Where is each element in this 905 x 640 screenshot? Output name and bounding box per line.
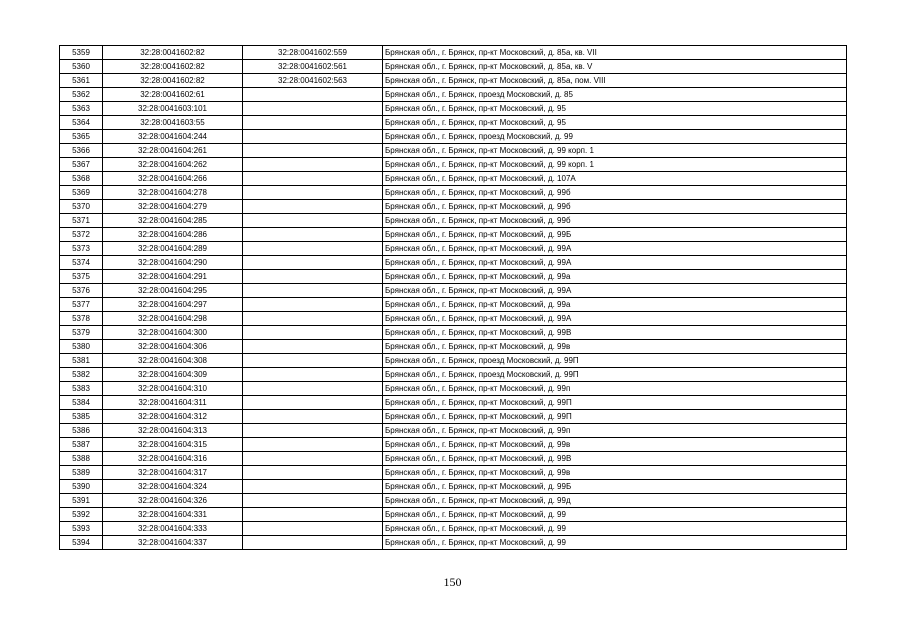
sub-cadastral-number-cell	[243, 494, 383, 508]
address-cell: Брянская обл., г. Брянск, пр-кт Московский, д. 99А	[383, 256, 847, 270]
table-row	[60, 144, 847, 158]
address-cell: Брянская обл., г. Брянск, пр-кт Московский, д. 99Б	[383, 480, 847, 494]
row-number-cell: 5369	[60, 186, 103, 200]
sub-cadastral-number-cell	[243, 144, 383, 158]
address-cell: Брянская обл., г. Брянск, пр-кт Московский, д. 99П	[383, 410, 847, 424]
sub-cadastral-number-cell	[243, 228, 383, 242]
cadastral-number-cell: 32:28:0041604:285	[103, 214, 243, 228]
row-number-cell: 5389	[60, 466, 103, 480]
sub-cadastral-number-cell	[243, 438, 383, 452]
cadastral-number-cell: 32:28:0041604:337	[103, 536, 243, 550]
sub-cadastral-number-cell	[243, 298, 383, 312]
address-cell: Брянская обл., г. Брянск, пр-кт Московский, д. 95	[383, 102, 847, 116]
cadastral-number-cell: 32:28:0041604:315	[103, 438, 243, 452]
cadastral-number-cell: 32:28:0041604:278	[103, 186, 243, 200]
sub-cadastral-number-cell	[243, 382, 383, 396]
row-number-cell: 5363	[60, 102, 103, 116]
address-cell: Брянская обл., г. Брянск, пр-кт Московский, д. 99В	[383, 452, 847, 466]
address-cell: Брянская обл., г. Брянск, проезд Московский, д. 85	[383, 88, 847, 102]
address-cell: Брянская обл., г. Брянск, пр-кт Московский, д. 99в	[383, 466, 847, 480]
table-row	[60, 452, 847, 466]
cadastral-number-cell: 32:28:0041604:279	[103, 200, 243, 214]
address-cell: Брянская обл., г. Брянск, пр-кт Московский, д. 99б	[383, 200, 847, 214]
row-number-cell: 5372	[60, 228, 103, 242]
table-row	[60, 340, 847, 354]
row-number-cell: 5370	[60, 200, 103, 214]
cadastral-number-cell: 32:28:0041604:313	[103, 424, 243, 438]
row-number-cell: 5383	[60, 382, 103, 396]
table-row	[60, 326, 847, 340]
cadastral-number-cell: 32:28:0041604:331	[103, 508, 243, 522]
cadastral-number-cell: 32:28:0041604:297	[103, 298, 243, 312]
table-row	[60, 508, 847, 522]
table-row	[60, 74, 847, 88]
row-number-cell: 5362	[60, 88, 103, 102]
cadastral-number-cell: 32:28:0041604:311	[103, 396, 243, 410]
row-number-cell: 5386	[60, 424, 103, 438]
cadastral-number-cell: 32:28:0041604:308	[103, 354, 243, 368]
registry-table-body	[60, 46, 847, 550]
cadastral-number-cell: 32:28:0041604:266	[103, 172, 243, 186]
sub-cadastral-number-cell	[243, 368, 383, 382]
cadastral-number-cell: 32:28:0041603:101	[103, 102, 243, 116]
cadastral-number-cell: 32:28:0041604:244	[103, 130, 243, 144]
address-cell: Брянская обл., г. Брянск, пр-кт Московский, д. 99А	[383, 312, 847, 326]
sub-cadastral-number-cell	[243, 172, 383, 186]
sub-cadastral-number-cell	[243, 396, 383, 410]
row-number-cell: 5364	[60, 116, 103, 130]
sub-cadastral-number-cell	[243, 410, 383, 424]
cadastral-number-cell: 32:28:0041604:261	[103, 144, 243, 158]
row-number-cell: 5367	[60, 158, 103, 172]
address-cell: Брянская обл., г. Брянск, пр-кт Московский, д. 99а	[383, 298, 847, 312]
address-cell: Брянская обл., г. Брянск, пр-кт Московский, д. 99Б	[383, 228, 847, 242]
row-number-cell: 5371	[60, 214, 103, 228]
row-number-cell: 5368	[60, 172, 103, 186]
row-number-cell: 5373	[60, 242, 103, 256]
cadastral-number-cell: 32:28:0041602:82	[103, 60, 243, 74]
row-number-cell: 5390	[60, 480, 103, 494]
sub-cadastral-number-cell	[243, 200, 383, 214]
row-number-cell: 5378	[60, 312, 103, 326]
table-row	[60, 214, 847, 228]
row-number-cell: 5365	[60, 130, 103, 144]
table-row	[60, 480, 847, 494]
sub-cadastral-number-cell	[243, 340, 383, 354]
address-cell: Брянская обл., г. Брянск, пр-кт Московский, д. 99д	[383, 494, 847, 508]
table-row	[60, 116, 847, 130]
row-number-cell: 5381	[60, 354, 103, 368]
sub-cadastral-number-cell	[243, 452, 383, 466]
address-cell: Брянская обл., г. Брянск, пр-кт Московский, д. 99в	[383, 340, 847, 354]
sub-cadastral-number-cell	[243, 242, 383, 256]
sub-cadastral-number-cell	[243, 270, 383, 284]
address-cell: Брянская обл., г. Брянск, проезд Московский, д. 99П	[383, 368, 847, 382]
cadastral-number-cell: 32:28:0041604:286	[103, 228, 243, 242]
row-number-cell: 5359	[60, 46, 103, 60]
table-row	[60, 536, 847, 550]
sub-cadastral-number-cell	[243, 326, 383, 340]
row-number-cell: 5388	[60, 452, 103, 466]
table-row	[60, 410, 847, 424]
cadastral-number-cell: 32:28:0041604:290	[103, 256, 243, 270]
table-row	[60, 396, 847, 410]
row-number-cell: 5384	[60, 396, 103, 410]
sub-cadastral-number-cell	[243, 116, 383, 130]
sub-cadastral-number-cell: 32:28:0041602:559	[243, 46, 383, 60]
table-row	[60, 158, 847, 172]
table-row	[60, 102, 847, 116]
cadastral-number-cell: 32:28:0041604:316	[103, 452, 243, 466]
sub-cadastral-number-cell	[243, 536, 383, 550]
cadastral-number-cell: 32:28:0041604:312	[103, 410, 243, 424]
table-row	[60, 494, 847, 508]
address-cell: Брянская обл., г. Брянск, пр-кт Московский, д. 107А	[383, 172, 847, 186]
cadastral-number-cell: 32:28:0041604:324	[103, 480, 243, 494]
cadastral-number-cell: 32:28:0041604:317	[103, 466, 243, 480]
cadastral-number-cell: 32:28:0041603:55	[103, 116, 243, 130]
row-number-cell: 5379	[60, 326, 103, 340]
cadastral-number-cell: 32:28:0041602:82	[103, 74, 243, 88]
registry-table	[59, 45, 847, 550]
sub-cadastral-number-cell	[243, 130, 383, 144]
table-row	[60, 522, 847, 536]
address-cell: Брянская обл., г. Брянск, пр-кт Московский, д. 99п	[383, 382, 847, 396]
table-row	[60, 466, 847, 480]
cadastral-number-cell: 32:28:0041604:289	[103, 242, 243, 256]
address-cell: Брянская обл., г. Брянск, пр-кт Московский, д. 99п	[383, 424, 847, 438]
address-cell: Брянская обл., г. Брянск, проезд Московский, д. 99	[383, 130, 847, 144]
table-row	[60, 382, 847, 396]
table-row	[60, 88, 847, 102]
sub-cadastral-number-cell: 32:28:0041602:561	[243, 60, 383, 74]
table-row	[60, 200, 847, 214]
table-row	[60, 354, 847, 368]
row-number-cell: 5382	[60, 368, 103, 382]
table-row	[60, 368, 847, 382]
row-number-cell: 5360	[60, 60, 103, 74]
sub-cadastral-number-cell	[243, 186, 383, 200]
row-number-cell: 5392	[60, 508, 103, 522]
sub-cadastral-number-cell	[243, 424, 383, 438]
sub-cadastral-number-cell	[243, 508, 383, 522]
address-cell: Брянская обл., г. Брянск, пр-кт Московский, д. 99 корп. 1	[383, 144, 847, 158]
sub-cadastral-number-cell	[243, 256, 383, 270]
address-cell: Брянская обл., г. Брянск, пр-кт Московский, д. 99	[383, 536, 847, 550]
cadastral-number-cell: 32:28:0041604:309	[103, 368, 243, 382]
table-row	[60, 424, 847, 438]
cadastral-number-cell: 32:28:0041604:300	[103, 326, 243, 340]
cadastral-number-cell: 32:28:0041604:326	[103, 494, 243, 508]
row-number-cell: 5393	[60, 522, 103, 536]
cadastral-number-cell: 32:28:0041602:82	[103, 46, 243, 60]
table-row	[60, 172, 847, 186]
cadastral-number-cell: 32:28:0041604:306	[103, 340, 243, 354]
address-cell: Брянская обл., г. Брянск, пр-кт Московский, д. 85а, кв. V	[383, 60, 847, 74]
table-row	[60, 284, 847, 298]
cadastral-number-cell: 32:28:0041604:262	[103, 158, 243, 172]
table-row	[60, 256, 847, 270]
row-number-cell: 5361	[60, 74, 103, 88]
row-number-cell: 5375	[60, 270, 103, 284]
cadastral-number-cell: 32:28:0041604:291	[103, 270, 243, 284]
table-row	[60, 186, 847, 200]
row-number-cell: 5377	[60, 298, 103, 312]
row-number-cell: 5376	[60, 284, 103, 298]
sub-cadastral-number-cell	[243, 214, 383, 228]
sub-cadastral-number-cell	[243, 312, 383, 326]
sub-cadastral-number-cell	[243, 354, 383, 368]
table-row	[60, 130, 847, 144]
address-cell: Брянская обл., г. Брянск, пр-кт Московский, д. 99А	[383, 284, 847, 298]
address-cell: Брянская обл., г. Брянск, пр-кт Московский, д. 99	[383, 522, 847, 536]
address-cell: Брянская обл., г. Брянск, пр-кт Московский, д. 85а, пом. VIII	[383, 74, 847, 88]
address-cell: Брянская обл., г. Брянск, пр-кт Московский, д. 95	[383, 116, 847, 130]
table-row	[60, 438, 847, 452]
row-number-cell: 5391	[60, 494, 103, 508]
cadastral-number-cell: 32:28:0041602:61	[103, 88, 243, 102]
sub-cadastral-number-cell	[243, 480, 383, 494]
page-number: 150	[443, 575, 462, 589]
address-cell: Брянская обл., г. Брянск, пр-кт Московский, д. 99В	[383, 326, 847, 340]
table-row	[60, 298, 847, 312]
cadastral-number-cell: 32:28:0041604:295	[103, 284, 243, 298]
address-cell: Брянская обл., г. Брянск, пр-кт Московский, д. 99П	[383, 396, 847, 410]
row-number-cell: 5385	[60, 410, 103, 424]
sub-cadastral-number-cell	[243, 522, 383, 536]
sub-cadastral-number-cell	[243, 88, 383, 102]
row-number-cell: 5380	[60, 340, 103, 354]
sub-cadastral-number-cell	[243, 158, 383, 172]
table-row	[60, 228, 847, 242]
address-cell: Брянская обл., г. Брянск, пр-кт Московский, д. 99 корп. 1	[383, 158, 847, 172]
table-row	[60, 242, 847, 256]
address-cell: Брянская обл., г. Брянск, пр-кт Московский, д. 99	[383, 508, 847, 522]
cadastral-number-cell: 32:28:0041604:333	[103, 522, 243, 536]
sub-cadastral-number-cell	[243, 466, 383, 480]
sub-cadastral-number-cell	[243, 284, 383, 298]
address-cell: Брянская обл., г. Брянск, проезд Московский, д. 99П	[383, 354, 847, 368]
address-cell: Брянская обл., г. Брянск, пр-кт Московский, д. 99б	[383, 214, 847, 228]
address-cell: Брянская обл., г. Брянск, пр-кт Московский, д. 99б	[383, 186, 847, 200]
table-row	[60, 60, 847, 74]
cadastral-number-cell: 32:28:0041604:310	[103, 382, 243, 396]
table-row	[60, 270, 847, 284]
address-cell: Брянская обл., г. Брянск, пр-кт Московский, д. 99А	[383, 242, 847, 256]
address-cell: Брянская обл., г. Брянск, пр-кт Московский, д. 99а	[383, 270, 847, 284]
row-number-cell: 5366	[60, 144, 103, 158]
table-row	[60, 46, 847, 60]
table-row	[60, 312, 847, 326]
row-number-cell: 5387	[60, 438, 103, 452]
row-number-cell: 5394	[60, 536, 103, 550]
row-number-cell: 5374	[60, 256, 103, 270]
cadastral-number-cell: 32:28:0041604:298	[103, 312, 243, 326]
sub-cadastral-number-cell	[243, 102, 383, 116]
address-cell: Брянская обл., г. Брянск, пр-кт Московский, д. 85а, кв. VII	[383, 46, 847, 60]
sub-cadastral-number-cell: 32:28:0041602:563	[243, 74, 383, 88]
address-cell: Брянская обл., г. Брянск, пр-кт Московский, д. 99в	[383, 438, 847, 452]
